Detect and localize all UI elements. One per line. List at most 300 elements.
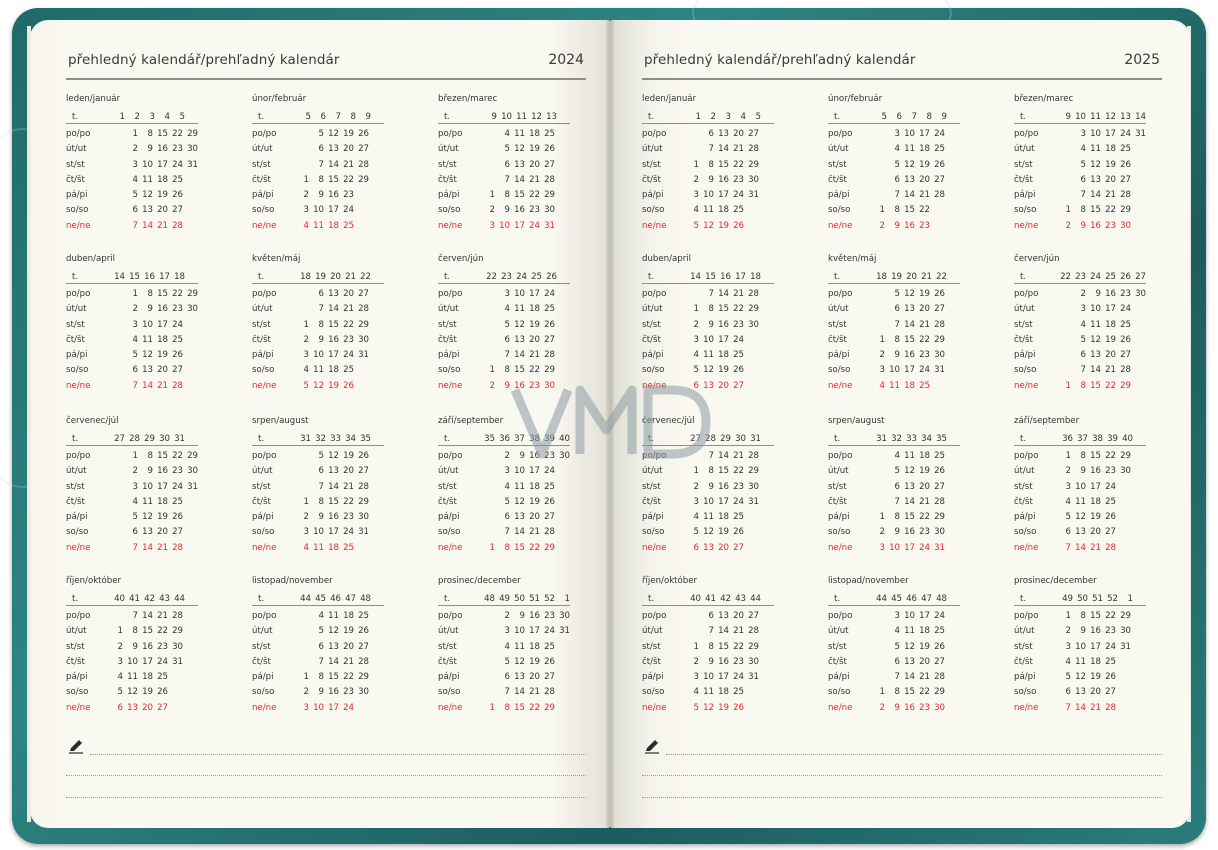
weekday-row	[828, 685, 960, 700]
day-number: 22	[343, 174, 354, 185]
week-number: 5	[881, 112, 887, 122]
weekday-row	[252, 609, 384, 624]
day-number	[555, 685, 570, 700]
day-number: 27	[934, 481, 945, 492]
weekday-row	[642, 142, 774, 157]
day-number: 17	[514, 220, 525, 231]
day-number	[555, 541, 570, 556]
day-number: 7	[504, 350, 510, 361]
day-number	[183, 624, 198, 639]
day-number: 5	[132, 512, 138, 523]
day-number: 31	[358, 527, 369, 538]
day-number: 17	[919, 611, 930, 621]
day-number: 22	[343, 496, 354, 507]
day-number	[354, 701, 369, 716]
day-number	[555, 701, 570, 716]
weekday-label: ne/ne	[1014, 702, 1039, 713]
day-number: 22	[733, 641, 744, 652]
weekday-label: so/so	[1014, 527, 1037, 538]
page-year: 2025	[1124, 52, 1160, 68]
day-number: 1	[879, 334, 885, 345]
day-number: 22	[529, 702, 540, 713]
week-number: 11	[516, 112, 527, 122]
day-number: 21	[343, 481, 354, 492]
day-number: 11	[703, 205, 714, 216]
sunday-row	[66, 541, 198, 556]
weekday-row	[66, 655, 198, 670]
day-number	[870, 640, 885, 655]
day-number	[294, 624, 309, 639]
day-number: 11	[904, 144, 915, 155]
week-number: 1	[1127, 594, 1133, 604]
day-number: 30	[748, 319, 759, 330]
day-number: 3	[879, 542, 885, 553]
weekday-label: pá/pi	[1014, 672, 1036, 683]
day-number: 12	[904, 466, 915, 477]
day-number: 4	[693, 512, 699, 523]
day-number: 26	[172, 350, 183, 361]
day-number: 19	[1090, 672, 1101, 683]
day-number: 2	[1065, 466, 1071, 477]
day-number: 18	[1105, 319, 1116, 330]
day-number	[759, 495, 774, 510]
day-number	[945, 318, 960, 333]
day-number	[480, 685, 495, 700]
day-number: 25	[733, 512, 744, 523]
weekday-label: po/po	[642, 451, 667, 461]
day-number: 28	[544, 687, 555, 698]
week-number: 40	[559, 434, 570, 444]
day-number: 31	[934, 542, 945, 553]
sunday-row	[828, 701, 960, 716]
day-number: 14	[904, 319, 915, 330]
day-number	[108, 464, 123, 479]
day-number: 14	[514, 350, 525, 361]
day-number: 24	[544, 626, 555, 637]
day-number: 17	[529, 466, 540, 477]
week-number: 22	[936, 272, 947, 282]
day-number	[555, 127, 570, 142]
day-number: 25	[919, 380, 930, 391]
month-name: leden/január	[66, 94, 121, 104]
week-number: 14	[690, 272, 701, 282]
day-number: 23	[1105, 466, 1116, 477]
day-number	[759, 541, 774, 556]
month-block	[642, 92, 774, 234]
day-number: 11	[514, 481, 525, 492]
day-number	[1131, 640, 1146, 655]
weekday-row	[828, 655, 960, 670]
day-number: 5	[318, 451, 324, 461]
week-number: 35	[936, 434, 947, 444]
weekday-label: pá/pi	[66, 672, 88, 683]
day-number	[294, 640, 309, 655]
day-number	[759, 464, 774, 479]
weekday-row	[66, 480, 198, 495]
day-number: 15	[904, 205, 915, 216]
day-number: 20	[157, 365, 168, 376]
weekday-row	[252, 640, 384, 655]
weekday-label: so/so	[828, 527, 851, 538]
day-number: 22	[172, 451, 183, 461]
day-number: 22	[343, 319, 354, 330]
day-number: 8	[894, 205, 900, 216]
weekday-label: po/po	[1014, 289, 1039, 299]
weekday-row	[1014, 348, 1146, 363]
day-number: 3	[132, 481, 138, 492]
day-number: 15	[157, 451, 168, 461]
day-number: 18	[328, 220, 339, 231]
day-number	[945, 363, 960, 378]
day-number	[108, 495, 123, 510]
weekday-label: pá/pi	[438, 672, 460, 683]
day-number: 11	[313, 365, 324, 376]
sunday-row	[642, 219, 774, 234]
day-number: 4	[1080, 319, 1086, 330]
day-number	[369, 624, 384, 639]
day-number: 15	[1090, 451, 1101, 461]
day-number	[294, 302, 309, 317]
day-number: 12	[703, 220, 714, 231]
weekday-row	[252, 449, 384, 464]
day-number	[1056, 363, 1071, 378]
day-number: 29	[544, 542, 555, 553]
day-number: 7	[132, 542, 138, 553]
weekday-row	[252, 464, 384, 479]
day-number: 10	[142, 159, 153, 170]
weekday-label: čt/št	[828, 334, 847, 345]
week-number: 4	[740, 112, 746, 122]
day-number	[183, 203, 198, 218]
day-number: 21	[343, 656, 354, 667]
day-number: 19	[529, 656, 540, 667]
day-number	[945, 510, 960, 525]
day-number: 18	[529, 304, 540, 315]
weekday-label: čt/št	[252, 656, 271, 667]
week-number: 45	[315, 594, 326, 604]
day-number: 15	[328, 496, 339, 507]
day-number: 30	[559, 611, 570, 621]
day-number: 30	[559, 451, 570, 461]
weekday-label: st/st	[828, 641, 847, 652]
day-number: 24	[343, 527, 354, 538]
weekday-label: čt/št	[438, 496, 457, 507]
day-number: 7	[318, 656, 324, 667]
week-label: t.	[258, 272, 265, 282]
day-number	[759, 188, 774, 203]
week-number: 12	[531, 112, 542, 122]
day-number	[1131, 203, 1146, 218]
day-number	[294, 609, 309, 624]
day-number: 2	[504, 611, 510, 621]
week-number: 40	[1122, 434, 1133, 444]
week-label: t.	[834, 272, 841, 282]
week-number: 5	[755, 112, 761, 122]
day-number: 28	[544, 527, 555, 538]
day-number: 31	[748, 672, 759, 683]
week-number: 16	[144, 272, 155, 282]
day-number: 2	[1080, 289, 1086, 299]
week-number: 23	[1075, 272, 1086, 282]
week-number: 1	[119, 112, 125, 122]
day-number: 29	[934, 512, 945, 523]
day-number: 8	[504, 190, 510, 201]
day-number: 9	[318, 334, 324, 345]
day-number: 12	[328, 129, 339, 139]
weekday-row	[642, 333, 774, 348]
week-number-row	[252, 432, 384, 446]
day-number: 6	[132, 205, 138, 216]
day-number: 11	[127, 672, 138, 683]
weekday-label: út/ut	[1014, 466, 1035, 477]
weekday-row	[252, 302, 384, 317]
sunday-row	[828, 219, 960, 234]
day-number: 17	[718, 496, 729, 507]
day-number	[555, 510, 570, 525]
day-number: 30	[358, 687, 369, 698]
day-number: 5	[318, 626, 324, 637]
day-number: 28	[1120, 190, 1131, 201]
day-number: 25	[544, 481, 555, 492]
day-number: 25	[343, 220, 354, 231]
day-number: 19	[718, 527, 729, 538]
day-number	[555, 495, 570, 510]
week-number: 51	[1092, 594, 1103, 604]
weekday-label: pá/pi	[828, 512, 850, 523]
week-number: 24	[516, 272, 527, 282]
day-number	[108, 541, 123, 556]
week-number-row	[642, 592, 774, 606]
day-number	[183, 609, 198, 624]
weekday-label: so/so	[642, 205, 665, 216]
day-number: 18	[904, 380, 915, 391]
weekday-row	[828, 480, 960, 495]
day-number: 29	[187, 129, 198, 139]
day-number: 5	[894, 641, 900, 652]
day-number: 25	[733, 687, 744, 698]
day-number: 7	[132, 611, 138, 621]
weekday-row	[828, 363, 960, 378]
day-number: 17	[1105, 304, 1116, 315]
day-number: 6	[1065, 687, 1071, 698]
day-number	[759, 127, 774, 142]
day-number: 3	[489, 220, 495, 231]
week-number: 23	[501, 272, 512, 282]
day-number: 23	[919, 527, 930, 538]
day-number	[945, 142, 960, 157]
day-number	[369, 480, 384, 495]
day-number: 19	[343, 626, 354, 637]
weekday-row	[642, 510, 774, 525]
weekday-label: st/st	[66, 641, 85, 652]
weekday-row	[1014, 302, 1146, 317]
day-number	[1131, 188, 1146, 203]
week-number: 29	[144, 434, 155, 444]
day-number: 27	[1120, 350, 1131, 361]
weekday-row	[1014, 363, 1146, 378]
day-number: 26	[934, 159, 945, 170]
sunday-row	[828, 379, 960, 394]
day-number: 11	[142, 496, 153, 507]
day-number: 16	[718, 174, 729, 185]
day-number	[480, 173, 495, 188]
day-number: 16	[157, 466, 168, 477]
day-number: 20	[1090, 527, 1101, 538]
day-number: 2	[693, 319, 699, 330]
weekday-label: út/ut	[66, 144, 87, 155]
day-number: 7	[504, 527, 510, 538]
week-number: 46	[906, 594, 917, 604]
day-number: 5	[303, 380, 309, 391]
day-number: 20	[718, 380, 729, 391]
day-number: 1	[303, 496, 309, 507]
month-name: listopad/november	[828, 576, 909, 586]
weekday-label: po/po	[1014, 129, 1039, 139]
day-number: 30	[934, 527, 945, 538]
day-number: 11	[703, 687, 714, 698]
month-block	[828, 414, 960, 556]
title-rule	[66, 78, 586, 80]
day-number	[759, 640, 774, 655]
week-number: 35	[360, 434, 371, 444]
day-number: 28	[172, 542, 183, 553]
weekday-label: so/so	[66, 365, 89, 376]
note-line	[66, 797, 586, 798]
weekday-row	[66, 363, 198, 378]
weekday-row	[642, 188, 774, 203]
day-number: 6	[117, 702, 123, 713]
day-number: 23	[343, 687, 354, 698]
day-number: 10	[703, 672, 714, 683]
day-number: 6	[318, 144, 324, 155]
day-number: 24	[529, 220, 540, 231]
day-number	[183, 541, 198, 556]
day-number: 24	[919, 542, 930, 553]
day-number: 5	[894, 466, 900, 477]
day-number: 13	[904, 174, 915, 185]
day-number	[354, 379, 369, 394]
day-number	[1056, 158, 1071, 173]
day-number: 31	[1135, 129, 1146, 139]
day-number: 15	[1090, 380, 1101, 391]
day-number: 21	[733, 144, 744, 155]
day-number: 27	[1105, 687, 1116, 698]
day-number	[1131, 333, 1146, 348]
weekday-label: út/ut	[252, 626, 273, 637]
weekday-label: čt/št	[438, 656, 457, 667]
weekday-label: pá/pi	[252, 190, 274, 201]
day-number: 13	[1090, 350, 1101, 361]
day-number	[354, 188, 369, 203]
day-number	[744, 333, 759, 348]
day-number: 17	[529, 626, 540, 637]
day-number	[1116, 655, 1131, 670]
week-number-row	[66, 592, 198, 606]
day-number: 14	[1075, 702, 1086, 713]
day-number: 27	[544, 512, 555, 523]
day-number	[294, 287, 309, 302]
day-number	[945, 449, 960, 464]
weekday-row	[828, 510, 960, 525]
day-number: 4	[303, 220, 309, 231]
weekday-row	[252, 173, 384, 188]
weekday-row	[66, 348, 198, 363]
weekday-row	[252, 624, 384, 639]
day-number	[480, 449, 495, 464]
day-number: 28	[934, 496, 945, 507]
weekday-label: čt/št	[1014, 174, 1033, 185]
weekday-label: ne/ne	[66, 542, 91, 553]
week-number: 37	[1077, 434, 1088, 444]
week-number: 7	[911, 112, 917, 122]
day-number: 6	[894, 481, 900, 492]
day-number	[1056, 188, 1071, 203]
day-number: 9	[708, 174, 714, 185]
day-number: 16	[1090, 220, 1101, 231]
day-number: 21	[733, 626, 744, 637]
day-number	[744, 541, 759, 556]
day-number: 9	[894, 527, 900, 538]
weekday-row	[66, 203, 198, 218]
sunday-row	[828, 541, 960, 556]
day-number: 2	[303, 687, 309, 698]
day-number: 30	[544, 380, 555, 391]
month-block	[252, 414, 384, 556]
day-number: 14	[718, 626, 729, 637]
weekday-row	[252, 348, 384, 363]
weekday-label: so/so	[252, 527, 275, 538]
weekday-label: ne/ne	[438, 542, 463, 553]
day-number	[870, 127, 885, 142]
day-number	[294, 158, 309, 173]
day-number: 19	[718, 702, 729, 713]
day-number	[684, 287, 699, 302]
weekday-row	[1014, 624, 1146, 639]
day-number: 20	[343, 144, 354, 155]
weekday-row	[252, 510, 384, 525]
day-number	[1131, 670, 1146, 685]
weekday-label: po/po	[438, 289, 463, 299]
day-number: 26	[733, 220, 744, 231]
day-number	[870, 449, 885, 464]
week-number: 31	[174, 434, 185, 444]
month-block	[252, 574, 384, 716]
day-number: 31	[748, 190, 759, 201]
weekday-label: po/po	[828, 129, 853, 139]
day-number: 12	[703, 365, 714, 376]
day-number	[945, 333, 960, 348]
day-number: 2	[132, 466, 138, 477]
day-number: 3	[1080, 129, 1086, 139]
day-number: 4	[504, 641, 510, 652]
day-number: 20	[1090, 687, 1101, 698]
day-number: 6	[504, 672, 510, 683]
day-number: 21	[733, 289, 744, 299]
day-number: 15	[328, 672, 339, 683]
day-number: 19	[343, 451, 354, 461]
day-number: 24	[1105, 481, 1116, 492]
day-number	[1116, 670, 1131, 685]
weekday-label: ne/ne	[642, 702, 667, 713]
day-number: 27	[544, 159, 555, 170]
day-number	[684, 609, 699, 624]
day-number	[945, 670, 960, 685]
day-number: 8	[1080, 611, 1086, 621]
day-number: 23	[529, 380, 540, 391]
month-name: prosinec/december	[1014, 576, 1097, 586]
weekday-row	[828, 495, 960, 510]
day-number	[183, 510, 198, 525]
